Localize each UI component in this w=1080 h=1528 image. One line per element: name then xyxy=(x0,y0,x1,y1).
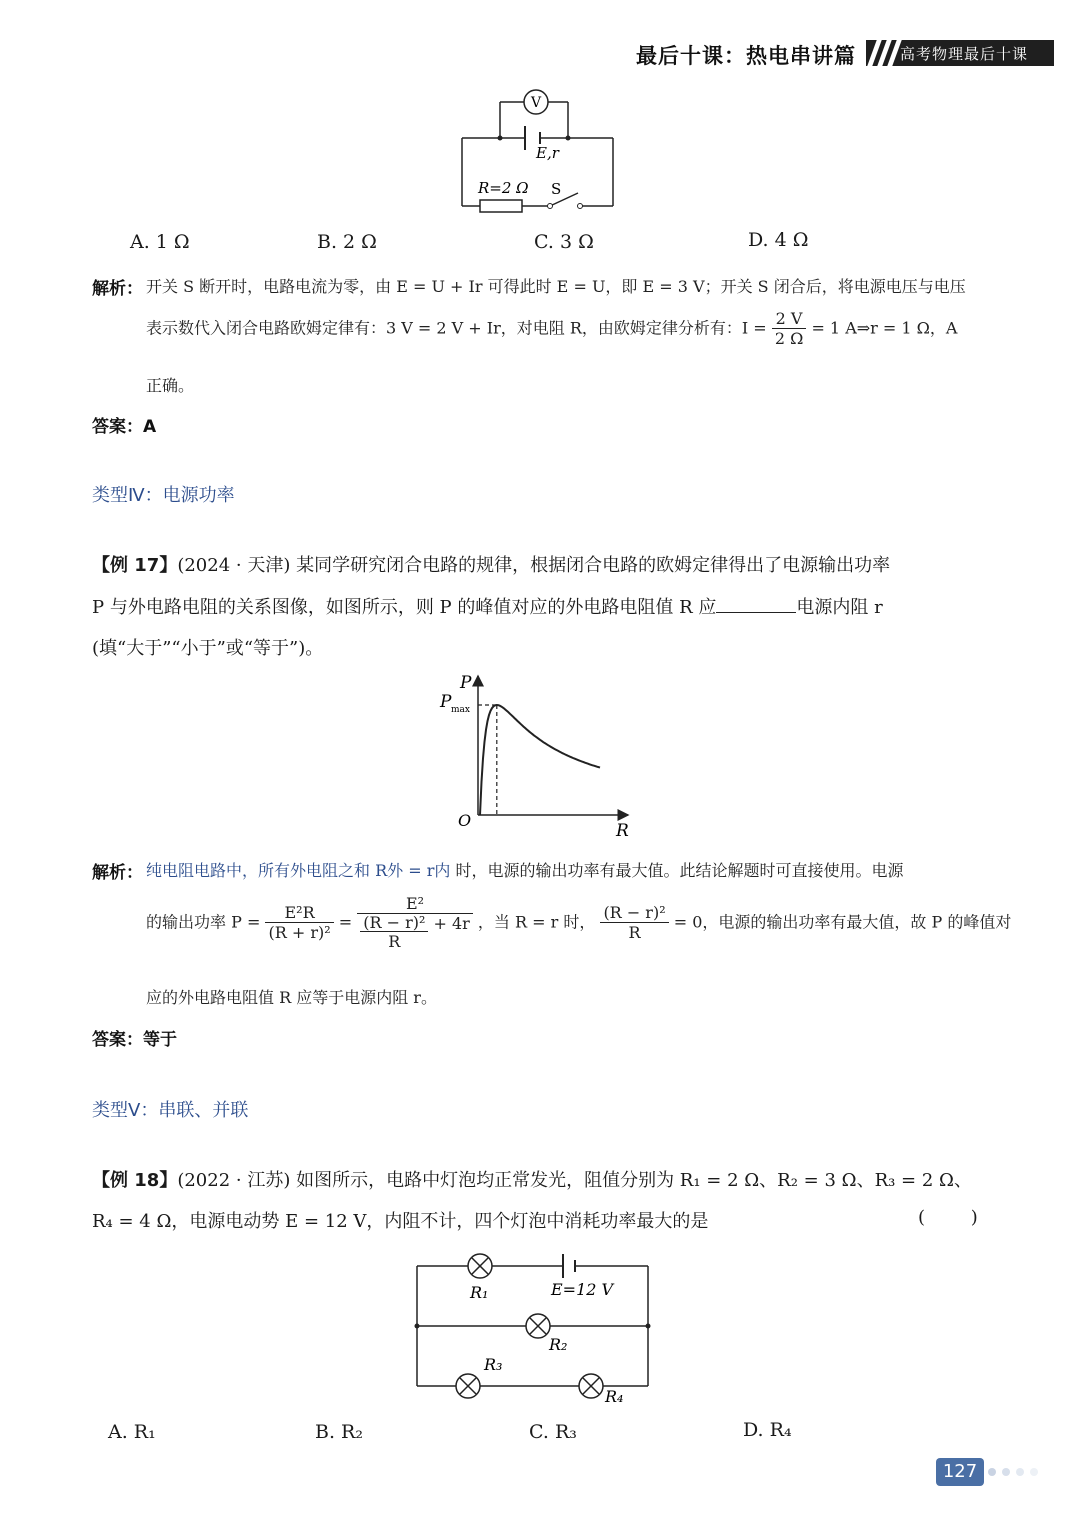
voltmeter-label: V xyxy=(530,95,542,111)
resistor-label: R=2 Ω xyxy=(478,179,529,197)
battery-e xyxy=(563,1254,575,1278)
switch-label: S xyxy=(551,180,562,198)
power-curve xyxy=(480,705,600,815)
section-heading-type-5: 类型Ⅴ：串联、并联 xyxy=(92,1100,249,1121)
example-17-line-3: (填“大于”“小于”或“等于”)。 xyxy=(92,638,324,659)
option-d: D. 4 Ω xyxy=(748,229,809,251)
option-a: A. 1 Ω xyxy=(130,231,190,253)
resistor-r xyxy=(480,200,522,212)
option-b: B. 2 Ω xyxy=(317,231,377,253)
x-axis-label: R xyxy=(616,821,629,841)
solution-16-line-2 xyxy=(146,310,1006,348)
r2-label: R₂ xyxy=(549,1335,568,1354)
origin-label: O xyxy=(458,811,472,830)
lamp-r4 xyxy=(579,1374,603,1398)
source-e-label: E=12 V xyxy=(551,1280,614,1299)
example-17-line-2: P 与外电路电阻的关系图像，如图所示，则 P 的峰值对应的外电路电阻值 R 应 电源内阻 r xyxy=(92,597,883,618)
peak-sub-label: max xyxy=(451,705,470,715)
header-title: 最后十课：热电串讲篇 xyxy=(636,44,856,68)
option-18-a: A. R₁ xyxy=(108,1421,156,1443)
solution-16-line-2-post: = 1 A⇒r = 1 Ω，A xyxy=(811,318,958,338)
example-18-line-1: 【例 18】(2022 · 江苏) 如图所示，电路中灯泡均正常发光，阻值分别为 R₁ = 2 Ω、R₂ = 3 Ω、R₃ = 2 Ω、 xyxy=(92,1170,972,1191)
solution-16-line-2-pre: 表示数代入闭合电路欧姆定律有：3 V = 2 V + Ir，对电阻 R，由欧姆定律分析有：I = xyxy=(146,318,767,338)
option-18-d: D. R₄ xyxy=(743,1419,792,1441)
circuit-diagram-2 xyxy=(405,1250,665,1410)
section-heading-type-4: 类型Ⅳ：电源功率 xyxy=(92,485,235,506)
option-18-b: B. R₂ xyxy=(315,1421,363,1443)
y-axis-label: P xyxy=(460,673,472,693)
page-decoration xyxy=(984,1464,1044,1480)
solution-16-line-1: 开关 S 断开时，电路电流为零，由 E = U + Ir 可得此时 E = U，即 E = 3 V；开关 S 闭合后，将电源电压与电压 xyxy=(146,277,966,296)
solution-label-17: 解析： xyxy=(92,863,143,883)
example-18-line-2: R₄ = 4 Ω，电源电动势 E = 12 V，内阻不计，四个灯泡中消耗功率最大的是 xyxy=(92,1211,709,1232)
lamp-r3 xyxy=(456,1374,480,1398)
solution-17-line-3: 应的外电路电阻值 R 应等于电源内阻 r。 xyxy=(146,988,437,1007)
answer-value-17: 等于 xyxy=(143,1030,177,1050)
solution-label: 解析： xyxy=(92,279,143,299)
fraction-p2: E² $\frac{\text{(R − r)²}}{R}$ + 4r xyxy=(357,895,473,951)
answer-label: 答案：A xyxy=(92,417,157,437)
r3-label: R₃ xyxy=(484,1355,503,1374)
option-18-c: C. R₃ xyxy=(529,1421,577,1443)
solution-17-line-2: 的输出功率 P = $\frac{\text{E²R}}{\text{(R + r)²}}$ = E² $\frac{\text{(R − r)²}}{R}$ + 4r ，当 R = r 时， $\frac{\text{(R − r)²}}{R}$ = 0，电源的输出功率有最大值，故 P 的峰值对 xyxy=(146,894,1012,952)
answer-value: A xyxy=(143,417,157,437)
example-17-line-1: 【例 17】(2024 · 天津) 某同学研究闭合电路的规律，根据闭合电路的欧姆定律得出了电源输出功率 xyxy=(92,555,891,576)
solution-17-line-1: 纯电阻电路中，所有外电阻之和 R外 = r内 时，电源的输出功率有最大值。此结论解题时可直接使用。电源 xyxy=(146,861,904,880)
answer-bracket: ( ) xyxy=(918,1207,978,1228)
answer-label-17: 答案：等于 xyxy=(92,1030,177,1050)
example-18-tag: 【例 18】 xyxy=(92,1170,178,1191)
option-c: C. 3 Ω xyxy=(534,231,594,253)
lamp-r2 xyxy=(526,1314,550,1338)
r4-label: R₄ xyxy=(605,1387,624,1406)
fraction-p1: $\frac{\text{E²R}}{\text{(R + r)²}}$ xyxy=(265,904,333,942)
power-chart xyxy=(430,668,640,843)
fraction-p3: $\frac{\text{(R − r)²}}{R}$ xyxy=(600,904,668,942)
page-number: 127 xyxy=(936,1458,984,1486)
fraction-i: $\frac{2 V}{2 \Omega}$ xyxy=(772,310,807,348)
header-subtitle: 高考物理最后十课 xyxy=(900,45,1029,63)
solution-16-line-3: 正确。 xyxy=(146,376,195,395)
lamp-r1 xyxy=(468,1254,492,1278)
peak-label: P xyxy=(440,692,452,712)
r1-label: R₁ xyxy=(470,1283,489,1302)
source-label: E,r xyxy=(536,144,559,162)
answer-blank xyxy=(716,596,796,613)
example-17-tag: 【例 17】 xyxy=(92,555,178,576)
circuit-diagram-1 xyxy=(450,88,630,218)
